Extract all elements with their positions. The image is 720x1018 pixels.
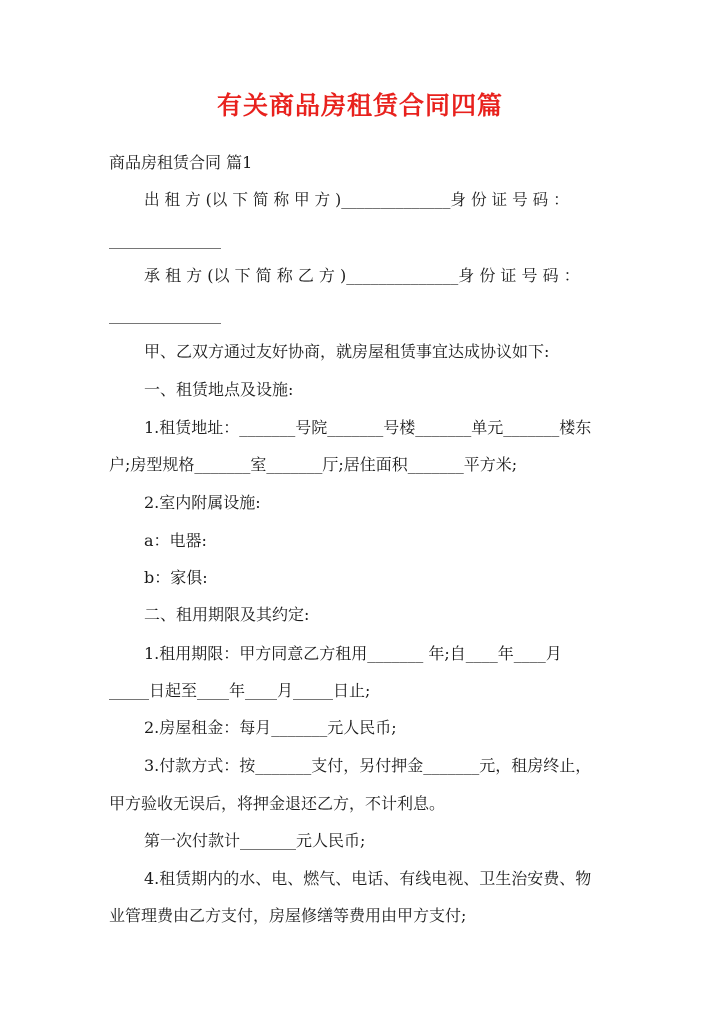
paragraph-line: _____日起至____年____月_____日止;: [109, 681, 371, 700]
paragraph-line: 1.租赁地址：_______号院_______号楼_______单元_______楼东: [144, 418, 592, 437]
paragraph-line: 3.付款方式：按_______支付，另付押金_______元，租房终止，: [144, 756, 592, 775]
paragraph-line: 第一次付款计_______元人民币;: [144, 831, 366, 850]
paragraph-line: 1.租用期限：甲方同意乙方租用_______ 年;自____年____月: [144, 644, 562, 663]
paragraph-line: ______________: [109, 230, 221, 249]
paragraph-line: ______________: [109, 305, 221, 324]
paragraph-line: b：家俱:: [144, 568, 208, 587]
paragraph-line: 2.室内附属设施:: [144, 493, 261, 512]
section-heading: 一、租赁地点及设施:: [144, 380, 294, 399]
paragraph-line: 户;房型规格_______室_______厅;居住面积_______平方米;: [109, 455, 518, 474]
document-title: 有关商品房租赁合同四篇: [216, 91, 503, 120]
paragraph-line: 甲方验收无误后，将押金退还乙方，不计利息。: [109, 794, 446, 813]
section-heading: 二、租用期限及其约定:: [144, 605, 310, 624]
paragraph-line: 甲、乙双方通过友好协商，就房屋租赁事宜达成协议如下:: [144, 342, 550, 361]
paragraph-line: 业管理费由乙方支付，房屋修缮等费用由甲方支付;: [109, 906, 467, 925]
paragraph-line: 4.租赁期内的水、电、燃气、电话、有线电视、卫生治安费、物: [144, 869, 592, 888]
paragraph-line: 2.房屋租金：每月_______元人民币;: [144, 718, 397, 737]
paragraph-line: 承 租 方 (以 下 简 称 乙 方 )______________身 份 证 号 码 ：: [144, 266, 580, 285]
section-heading: 商品房租赁合同 篇1: [109, 153, 253, 172]
paragraph-line: 出 租 方 (以 下 简 称 甲 方 )______________身 份 证 号 码 ：: [144, 190, 569, 209]
paragraph-line: a：电器:: [144, 531, 207, 550]
